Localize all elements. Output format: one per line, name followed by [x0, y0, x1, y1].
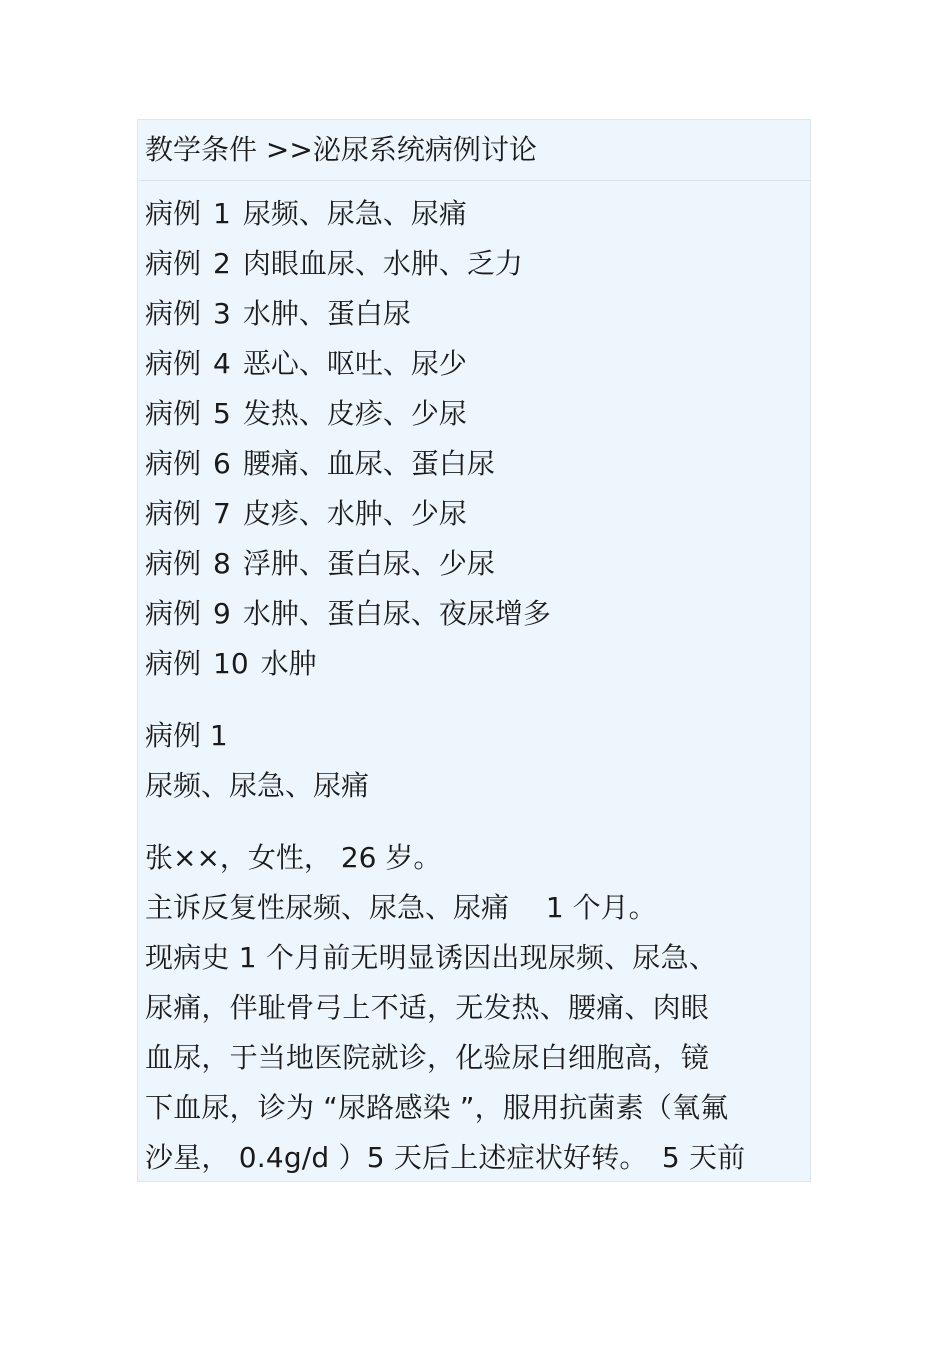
case-number: 4 [213, 347, 231, 380]
patient-info: 张××，女性， 26 岁。 [145, 841, 442, 874]
case-number: 6 [213, 447, 231, 480]
breadcrumb [138, 120, 810, 181]
case-number: 7 [213, 497, 231, 530]
case-list-item[interactable] [145, 589, 810, 639]
case-number: 1 [213, 197, 231, 230]
history-line: 下血尿，诊为 “尿路感染 ”，服用抗菌素（氧氟 [145, 1091, 729, 1124]
case-detail-body [145, 833, 810, 1182]
case-list-item[interactable] [145, 639, 810, 689]
case-list-item[interactable] [145, 389, 810, 439]
case-number: 3 [213, 297, 231, 330]
history-line: 血尿，于当地医院就诊，化验尿白细胞高，镜 [145, 1041, 710, 1074]
case-title: 水肿 [260, 647, 317, 680]
case-prefix: 病例 [145, 547, 202, 580]
case-prefix: 病例 [145, 197, 202, 230]
case-title: 肉眼血尿、水肿、乏力 [242, 247, 523, 280]
case-title: 恶心、呕吐、尿少 [242, 347, 467, 380]
case-prefix: 病例 [145, 347, 202, 380]
main-content [138, 181, 810, 1182]
case-prefix: 病例 [145, 247, 202, 280]
history-line: 尿痛，伴耻骨弓上不适，无发热、腰痛、肉眼 [145, 991, 710, 1024]
case-number: 8 [213, 547, 231, 580]
case-title: 水肿、蛋白尿、夜尿增多 [242, 597, 551, 630]
history-line: 沙星， 0.4g/d ）5 天后上述症状好转。 5 天前 [145, 1141, 746, 1174]
case-detail-header [145, 711, 810, 811]
case-prefix: 病例 [145, 297, 202, 330]
case-title: 皮疹、水肿、少尿 [242, 497, 467, 530]
case-detail-subtitle: 尿频、尿急、尿痛 [145, 769, 370, 802]
case-list-item[interactable] [145, 489, 810, 539]
case-number: 9 [213, 597, 231, 630]
case-number: 2 [213, 247, 231, 280]
case-list-item[interactable] [145, 539, 810, 589]
case-prefix: 病例 [145, 597, 202, 630]
case-list-item[interactable] [145, 439, 810, 489]
case-prefix: 病例 [145, 447, 202, 480]
case-list-item[interactable] [145, 189, 810, 239]
content-panel [137, 119, 811, 1182]
case-list-item[interactable] [145, 289, 810, 339]
case-title: 尿频、尿急、尿痛 [242, 197, 467, 230]
case-title: 腰痛、血尿、蛋白尿 [242, 447, 495, 480]
case-number: 10 [213, 647, 249, 680]
chief-complaint: 主诉反复性尿频、尿急、尿痛 1 个月。 [145, 891, 657, 924]
case-title: 浮肿、蛋白尿、少尿 [242, 547, 495, 580]
case-list [145, 189, 810, 689]
case-title: 水肿、蛋白尿 [242, 297, 411, 330]
case-prefix: 病例 [145, 397, 202, 430]
breadcrumb-text: 教学条件 >>泌尿系统病例讨论 [145, 133, 537, 166]
case-detail-heading: 病例 1 [145, 719, 228, 752]
history-line: 现病史 1 个月前无明显诱因出现尿频、尿急、 [145, 941, 718, 974]
case-list-item[interactable] [145, 339, 810, 389]
case-prefix: 病例 [145, 647, 202, 680]
case-prefix: 病例 [145, 497, 202, 530]
case-title: 发热、皮疹、少尿 [242, 397, 467, 430]
case-list-item[interactable] [145, 239, 810, 289]
case-number: 5 [213, 397, 231, 430]
